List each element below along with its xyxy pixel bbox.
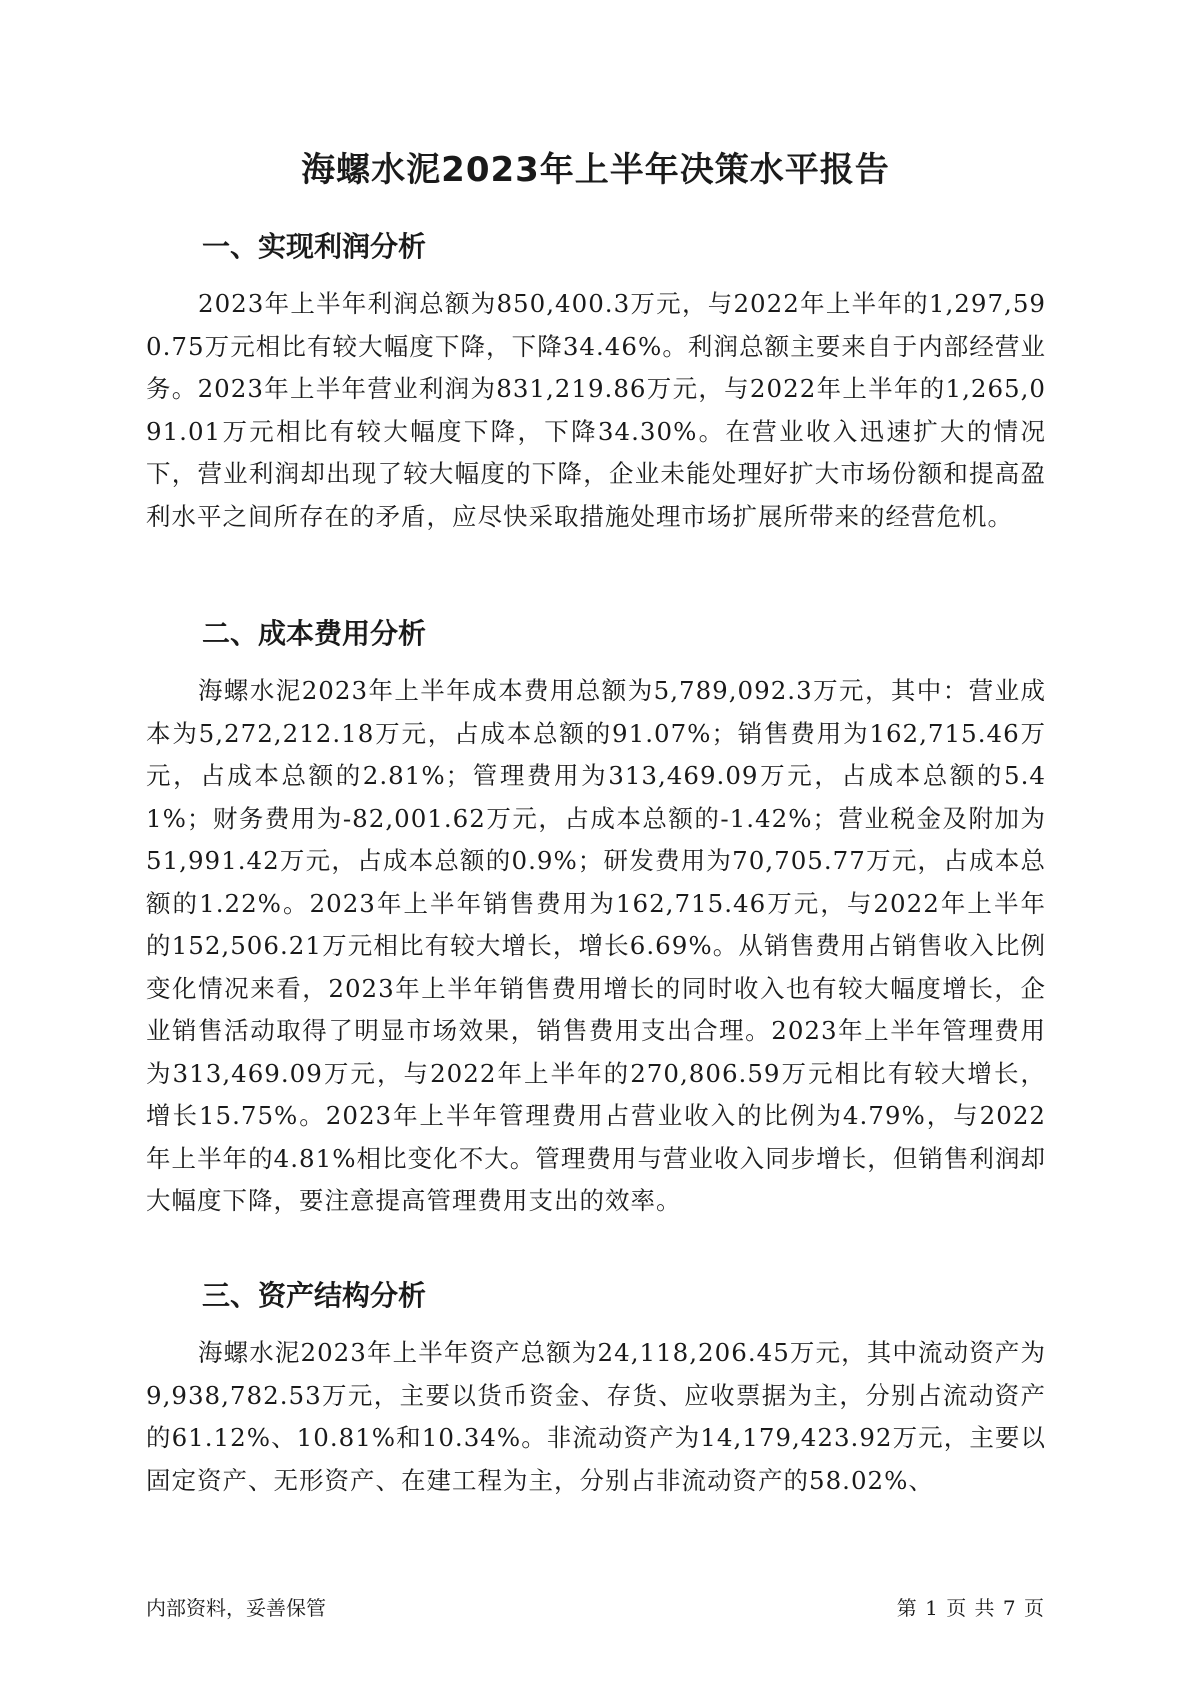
section-heading: 二、成本费用分析 (202, 617, 427, 650)
section-cost-analysis (146, 612, 1046, 1223)
section-heading: 一、实现利润分析 (202, 230, 427, 263)
footer-page-number: 第 1 页 共 7 页 (896, 1596, 1045, 1620)
section-paragraph: 2023年上半年利润总额为850,400.3万元，与2022年上半年的1,297,590.75万元相比有较大幅度下降，下降34.46%。利润总额主要来自于内部经营业务。2023年上半年营业利润为831,219.86万元，与2022年上半年的1,265,091.01万元相比有较大幅度下降，下降34.30%。在营业收入迅速扩大的情况下，营业利润却出现了较大幅度的下降，企业未能处理好扩大市场份额和提高盈利水平之间所存在的矛盾，应尽快采取措施处理市场扩展所带来的经营危机。 (146, 289, 1046, 531)
footer-confidential-note: 内部资料，妥善保管 (146, 1596, 326, 1620)
section-paragraph: 海螺水泥2023年上半年资产总额为24,118,206.45万元，其中流动资产为9,938,782.53万元，主要以货币资金、存货、应收票据为主，分别占流动资产的61.12%、10.81%和10.34%。非流动资产为14,179,423.92万元，主要以固定资产、无形资产、在建工程为主，分别占非流动资产的58.02%、 (146, 1338, 1046, 1495)
section-asset-structure-analysis (146, 1274, 1046, 1502)
section-heading: 三、资产结构分析 (202, 1279, 427, 1312)
section-paragraph: 海螺水泥2023年上半年成本费用总额为5,789,092.3万元，其中：营业成本为5,272,212.18万元，占成本总额的91.07%；销售费用为162,715.46万元，占成本总额的2.81%；管理费用为313,469.09万元，占成本总额的5.41%；财务费用为-82,001.62万元，占成本总额的-1.42%；营业税金及附加为51,991.42万元，占成本总额的0.9%；研发费用为70,705.77万元，占成本总额的1.22%。2023年上半年销售费用为162,715.46万元，与2022年上半年的152,506.21万元相比有较大增长，增长6.69%。从销售费用占销售收入比例变化情况来看，2023年上半年销售费用增长的同时收入也有较大幅度增长，企业销售活动取得了明显市场效果，销售费用支出合理。2023年上半年管理费用为313,469.09万元，与2022年上半年的270,806.59万元相比有较大增长，增长15.75%。2023年上半年管理费用占营业收入的比例为4.79%，与2022年上半年的4.81%相比变化不大。管理费用与营业收入同步增长，但销售利润却大幅度下降，要注意提高管理费用支出的效率。 (146, 676, 1046, 1215)
document-title: 海螺水泥2023年上半年决策水平报告 (301, 150, 890, 190)
section-profit-analysis (146, 225, 1046, 538)
